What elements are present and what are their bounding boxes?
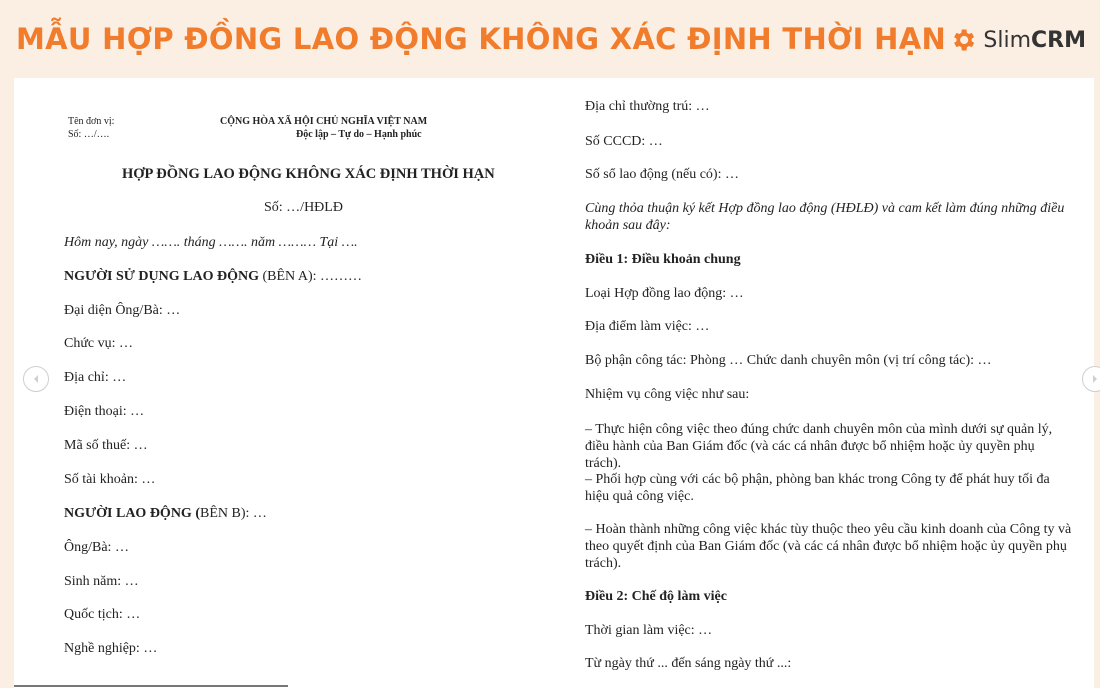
tax-code-field: Mã số thuế: … (64, 438, 148, 453)
address-field: Địa chỉ: … (64, 370, 127, 385)
position-field: Chức vụ: … (64, 336, 134, 351)
employee-heading (64, 506, 267, 522)
phone-field: Điện thoại: … (64, 404, 145, 419)
brand-name-part2: CRM (1031, 27, 1086, 53)
schedule-field: Từ ngày thứ ... đến sáng ngày thứ ...: (585, 656, 792, 671)
number-label: Số: …/…. (68, 129, 110, 140)
employee-heading-suffix: BÊN B): … (199, 506, 267, 521)
duties-intro: Nhiệm vụ công việc như sau: (585, 387, 750, 402)
id-card-field: Số CCCD: … (585, 134, 663, 149)
birth-year-field: Sinh năm: … (64, 574, 139, 589)
document-left-column (14, 78, 574, 688)
article-1-heading: Điều 1: Điều khoản chung (585, 252, 741, 267)
chevron-left-icon (31, 374, 41, 384)
nationality-field: Quốc tịch: … (64, 607, 141, 622)
brand-name-part1: Slim (983, 27, 1032, 53)
contract-document (14, 78, 1094, 688)
duty-1: – Thực hiện công việc theo đúng chức danh chuyên môn của mình dưới sự quản lý, điều hành của Ban Giám đốc (và các cá nhân được bổ nhiệm hoặc ủy quyền phụ trách). (585, 422, 1053, 471)
work-time-field: Thời gian làm việc: … (585, 623, 713, 638)
duty-3: – Hoàn thành những công việc khác tùy thuộc theo yêu cầu kinh doanh của Công ty và theo quyết định của Ban Giám đốc (và các cá nhân được bổ nhiệm hoặc ủy quyền phụ trách). (585, 522, 1072, 571)
gear-icon (949, 26, 977, 54)
scroll-progress-line (14, 685, 288, 687)
employer-heading-label: NGƯỜI SỬ DỤNG LAO ĐỘNG (64, 269, 259, 284)
unit-label: Tên đơn vị: (68, 116, 115, 127)
prev-page-button[interactable] (23, 366, 49, 392)
labor-book-field: Số sổ lao động (nếu có): … (585, 167, 739, 182)
name-field: Ông/Bà: … (64, 540, 129, 555)
duty-2: – Phối hợp cùng với các bộ phận, phòng ban khác trong Công ty để phát huy tối đa hiệu quả công việc. (585, 472, 1050, 504)
contract-type-field: Loại Hợp đồng lao động: … (585, 286, 744, 301)
employee-heading-label: NGƯỜI LAO ĐỘNG ( (64, 506, 200, 521)
employer-heading (64, 269, 362, 285)
residence-field: Địa chỉ thường trú: … (585, 99, 710, 114)
document-right-column (574, 78, 1094, 688)
account-field: Số tài khoản: … (64, 472, 156, 487)
chevron-right-icon (1090, 374, 1100, 384)
page-title: MẪU HỢP ĐỒNG LAO ĐỘNG KHÔNG XÁC ĐỊNH THỜI HẠN (16, 22, 947, 56)
motto: Độc lập – Tự do – Hạnh phúc (296, 129, 422, 140)
brand-logo (949, 26, 1086, 54)
department-field: Bộ phận công tác: Phòng … Chức danh chuyên môn (vị trí công tác): … (585, 353, 992, 368)
republic-heading: CỘNG HÒA XÃ HỘI CHỦ NGHĨA VIỆT NAM (220, 116, 428, 127)
occupation-field: Nghề nghiệp: … (64, 641, 158, 656)
date-line: Hôm nay, ngày ……. tháng ……. năm ……… Tại …. (64, 235, 358, 250)
employer-heading-suffix: (BÊN A): ……… (258, 269, 363, 284)
workplace-field: Địa điểm làm việc: … (585, 319, 710, 334)
rep-field: Đại diện Ông/Bà: … (64, 303, 181, 318)
contract-title: HỢP ĐỒNG LAO ĐỘNG KHÔNG XÁC ĐỊNH THỜI HẠN (122, 166, 495, 182)
article-2-heading: Điều 2: Chế độ làm việc (585, 589, 727, 604)
contract-number: Số: …/HĐLĐ (264, 200, 343, 215)
agreement-text: Cùng thỏa thuận ký kết Hợp đồng lao động (HĐLĐ) và cam kết làm đúng những điều khoản sau đây: (585, 201, 1065, 233)
